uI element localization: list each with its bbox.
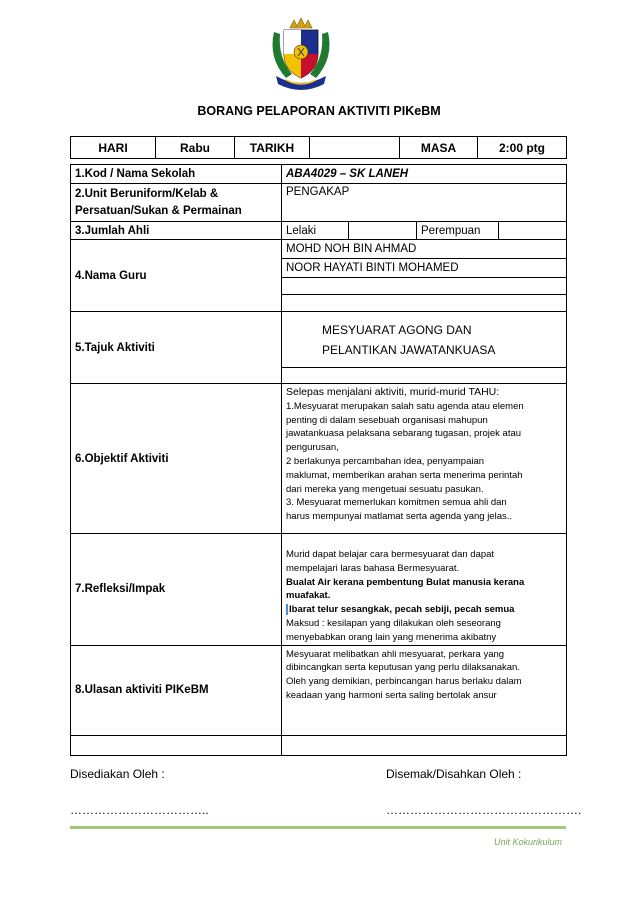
- unit-kokurikulum-label: Unit Kokurikulum: [493, 837, 562, 847]
- header-table: [70, 136, 567, 159]
- tajuk-extra[interactable]: [282, 368, 567, 384]
- objektif-line: Selepas menjalani aktiviti, murid-murid TAHU:: [286, 386, 500, 398]
- hari-value[interactable]: Rabu: [156, 137, 235, 159]
- kod-value[interactable]: ABA4029 – SK LANEH: [282, 165, 567, 184]
- lelaki-label: Lelaki: [282, 222, 349, 240]
- prepared-by-label: Disediakan Oleh :: [70, 767, 165, 781]
- objektif-line: harus mempunyai matlamat serta agenda yang jelas..: [286, 511, 513, 523]
- refleksi-line: menyebabkan orang lain yang menerima akibatny: [286, 631, 497, 643]
- ulasan-line: keadaan yang harmoni serta saling bertolak ansur: [286, 689, 497, 701]
- ulasan-extra[interactable]: [282, 735, 567, 755]
- form-title: BORANG PELAPORAN AKTIVITI PIKeBM: [197, 104, 441, 118]
- guru-name-3[interactable]: [282, 278, 567, 295]
- objektif-line: 2 berlakunya percambahan idea, penyampaian: [286, 455, 485, 467]
- refleksi-line: mempelajari laras bahasa Bermesyuarat.: [286, 562, 460, 574]
- tajuk-label: 5.Tajuk Aktiviti: [71, 312, 282, 384]
- ulasan-label: 8.Ulasan aktiviti PIKeBM: [71, 645, 282, 735]
- school-crest-logo: [266, 18, 336, 90]
- refleksi-text[interactable]: [282, 534, 567, 646]
- ulasan-line: Mesyuarat melibatkan ahli mesyuarat, perkara yang: [286, 648, 505, 660]
- verified-by-signature-line[interactable]: ………………………………………….: [386, 803, 582, 817]
- tajuk-line2[interactable]: PELANTIKAN JAWATANKUASA: [322, 342, 496, 357]
- refleksi-line: muafakat.: [286, 590, 331, 602]
- refleksi-line: Ibarat telur sesangkak, pecah sebiji, pecah semua: [289, 604, 515, 616]
- objektif-line: pengurusan,: [286, 442, 339, 454]
- ahli-label: 3.Jumlah Ahli: [71, 222, 282, 240]
- ulasan-line: dibincangkan serta keputusan yang perlu dilaksanakan.: [286, 662, 520, 674]
- lelaki-count[interactable]: [349, 222, 417, 240]
- guru-label: 4.Nama Guru: [71, 240, 282, 312]
- objektif-line: maklumat, memberikan arahan serta menerima perintah: [286, 469, 523, 481]
- kod-label: 1.Kod / Nama Sekolah: [71, 165, 282, 184]
- guru-name-4[interactable]: [282, 295, 567, 312]
- footer-divider: [70, 826, 566, 829]
- refleksi-label: 7.Refleksi/Impak: [71, 534, 282, 646]
- ulasan-text[interactable]: [282, 645, 567, 735]
- perempuan-count[interactable]: [499, 222, 567, 240]
- hari-label: HARI: [71, 137, 156, 159]
- tarikh-label: TARIKH: [235, 137, 310, 159]
- objektif-text[interactable]: [282, 384, 567, 534]
- ulasan-extra-label: [71, 735, 282, 755]
- refleksi-line: Bualat Air kerana pembentung Bulat manusia kerana: [286, 576, 525, 588]
- ulasan-line: Oleh yang demikian, perbincangan harus berlaku dalam: [286, 676, 522, 688]
- unit-value[interactable]: PENGAKAP: [282, 184, 567, 222]
- report-table: [70, 164, 567, 756]
- masa-label: MASA: [400, 137, 478, 159]
- refleksi-line: Murid dapat belajar cara bermesyuarat dan dapat: [286, 549, 495, 560]
- text-cursor: [286, 604, 288, 615]
- objektif-label: 6.Objektif Aktiviti: [71, 384, 282, 534]
- verified-by-label: Disemak/Disahkan Oleh :: [386, 767, 522, 781]
- objektif-line: dari mereka yang mengetuai sesuatu pasukan.: [286, 483, 484, 495]
- unit-label-line2: Persatuan/Sukan & Permainan: [75, 204, 242, 217]
- objektif-line: jawatankuasa pelaksana sebarang tugasan, projek atau: [286, 428, 522, 440]
- unit-label-line1: 2.Unit Beruniform/Kelab &: [75, 187, 219, 200]
- objektif-line: 3. Mesyuarat memerlukan komitmen semua ahli dan: [286, 497, 507, 509]
- objektif-line: 1.Mesyuarat merupakan salah satu agenda atau elemen: [286, 400, 524, 412]
- masa-value[interactable]: 2:00 ptg: [478, 137, 567, 159]
- tajuk-line1[interactable]: MESYUARAT AGONG DAN: [322, 322, 472, 337]
- prepared-by-signature-line[interactable]: ……………………………..: [70, 803, 209, 817]
- guru-name-1[interactable]: MOHD NOH BIN AHMAD: [282, 240, 567, 259]
- tarikh-value[interactable]: [310, 137, 400, 159]
- objektif-line: penting di dalam sesebuah organisasi mahupun: [286, 414, 488, 426]
- refleksi-line: Maksud : kesilapan yang dilakukan oleh seseorang: [286, 617, 501, 629]
- perempuan-label: Perempuan: [417, 222, 499, 240]
- guru-name-2[interactable]: NOOR HAYATI BINTI MOHAMED: [282, 259, 567, 278]
